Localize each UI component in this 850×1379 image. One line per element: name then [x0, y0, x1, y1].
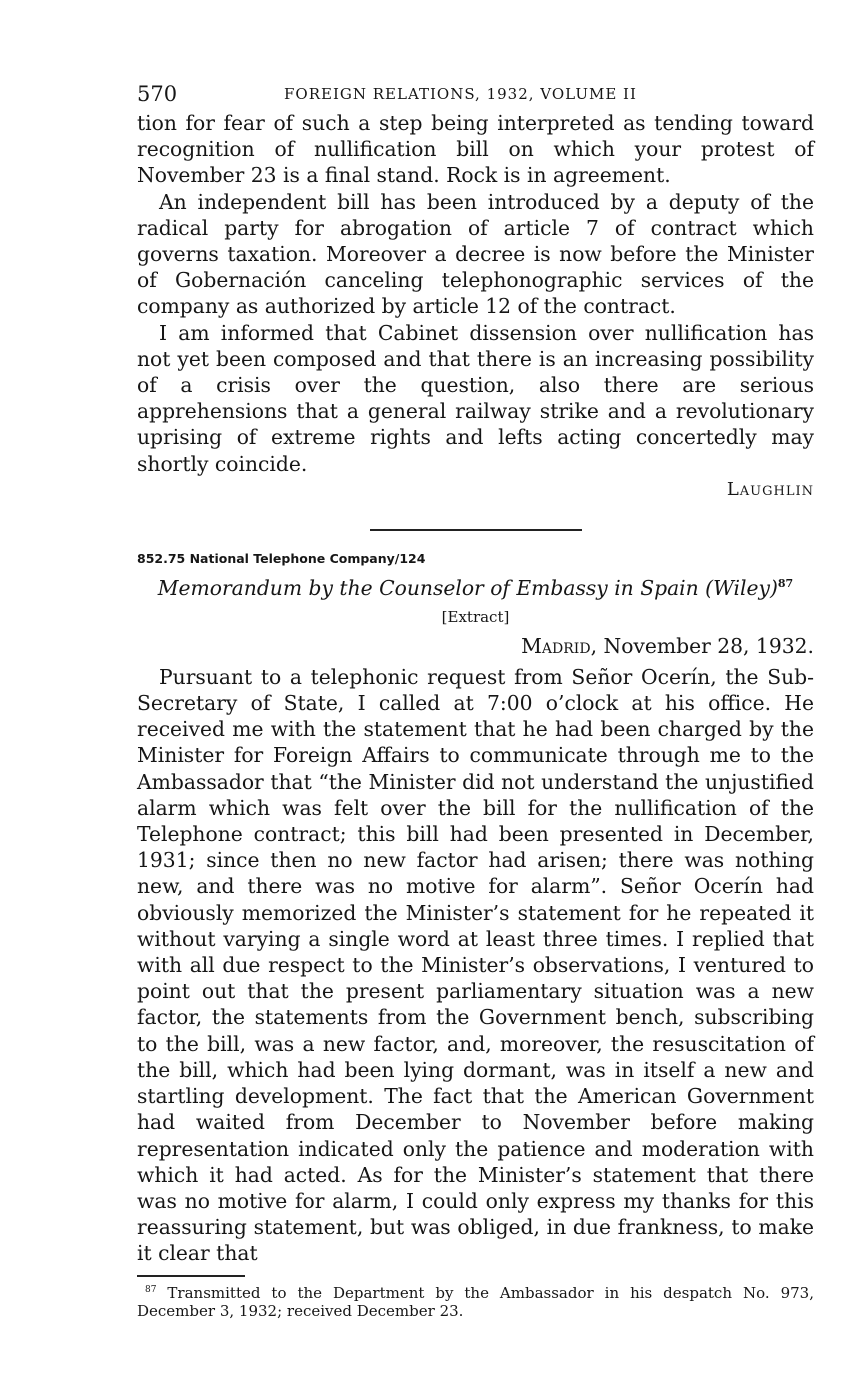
- paragraph-continued: tion for fear of such a step being interpreted as tending toward recognition of nullification bill on which your protest of November 23 is a final stand. Rock is in agreement.: [137, 111, 814, 188]
- footnote-text: Transmitted to the Department by the Ambassador in his despatch No. 973, December 3, 1932; received December 23.: [137, 1283, 814, 1320]
- page-header: [137, 78, 814, 110]
- footnote-marker: 87: [145, 1284, 157, 1295]
- title-footnote-marker: 87: [777, 577, 794, 591]
- memo-title: [137, 576, 814, 600]
- dateline-place: Madrid: [521, 633, 591, 658]
- extract-label: [Extract]: [441, 607, 510, 626]
- footnote-divider: [137, 1275, 245, 1277]
- paragraph-cabinet-dissension: I am informed that Cabinet dissension over nullification has not yet been composed and that there is an increasing possibility of a crisis over the question, also there are serious apprehensions that a general railway strike and a revolutionary uprising of extreme rights and lefts acting concertedly may shortly coincide.: [137, 320, 814, 476]
- signer: Laughlin: [726, 478, 814, 500]
- file-reference: 852.75 National Telephone Company/124: [137, 550, 426, 566]
- dateline: [137, 634, 814, 658]
- page-number: 570: [137, 82, 178, 106]
- running-title: FOREIGN RELATIONS, 1932, VOLUME II: [284, 85, 637, 103]
- memo-title-text: Memorandum by the Counselor of Embassy in Spain (Wiley): [157, 575, 778, 600]
- paragraph-independent-bill: An independent bill has been introduced by a deputy of the radical party for abrogation of article 7 of contract which governs taxation. Moreover a decree is now before the Minister of Gobernación canceling telephonographic services of the company as authorized by article 12 of the contract.: [137, 189, 814, 319]
- section-divider: [370, 529, 582, 531]
- footnote: [137, 1281, 814, 1320]
- memo-body: Pursuant to a telephonic request from Señor Ocerín, the Sub-Secretary of State, I called at 7:00 o’clock at his office. He received me with the statement that he had been charged by the Minister for Foreign Affairs to communicate through me to the Ambassador that “the Minister did not understand the unjustified alarm which was felt over the bill for the nullification of the Telephone contract; this bill had been presented in December, 1931; since then no new factor had arisen; there was nothing new, and there was no motive for alarm”. Señor Ocerín had obviously memorized the Minister’s statement for he repeated it without varying a single word at least three times. I replied that with all due respect to the Minister’s observations, I ventured to point out that the present parliamentary situation was a new factor, the statements from the Government bench, subscribing to the bill, was a new factor, and, moreover, the resuscitation of the bill, which had been lying dormant, was in itself a new and startling development. The fact that the American Government had waited from December to November before making representation indicated only the patience and moderation with which it had acted. As for the Minister’s statement that there was no motive for alarm, I could only express my thanks for this reassuring statement, but was obliged, in due frankness, to make it clear that: [137, 664, 814, 1266]
- dateline-date: , November 28, 1932.: [590, 633, 814, 658]
- document-page: [137, 78, 814, 1320]
